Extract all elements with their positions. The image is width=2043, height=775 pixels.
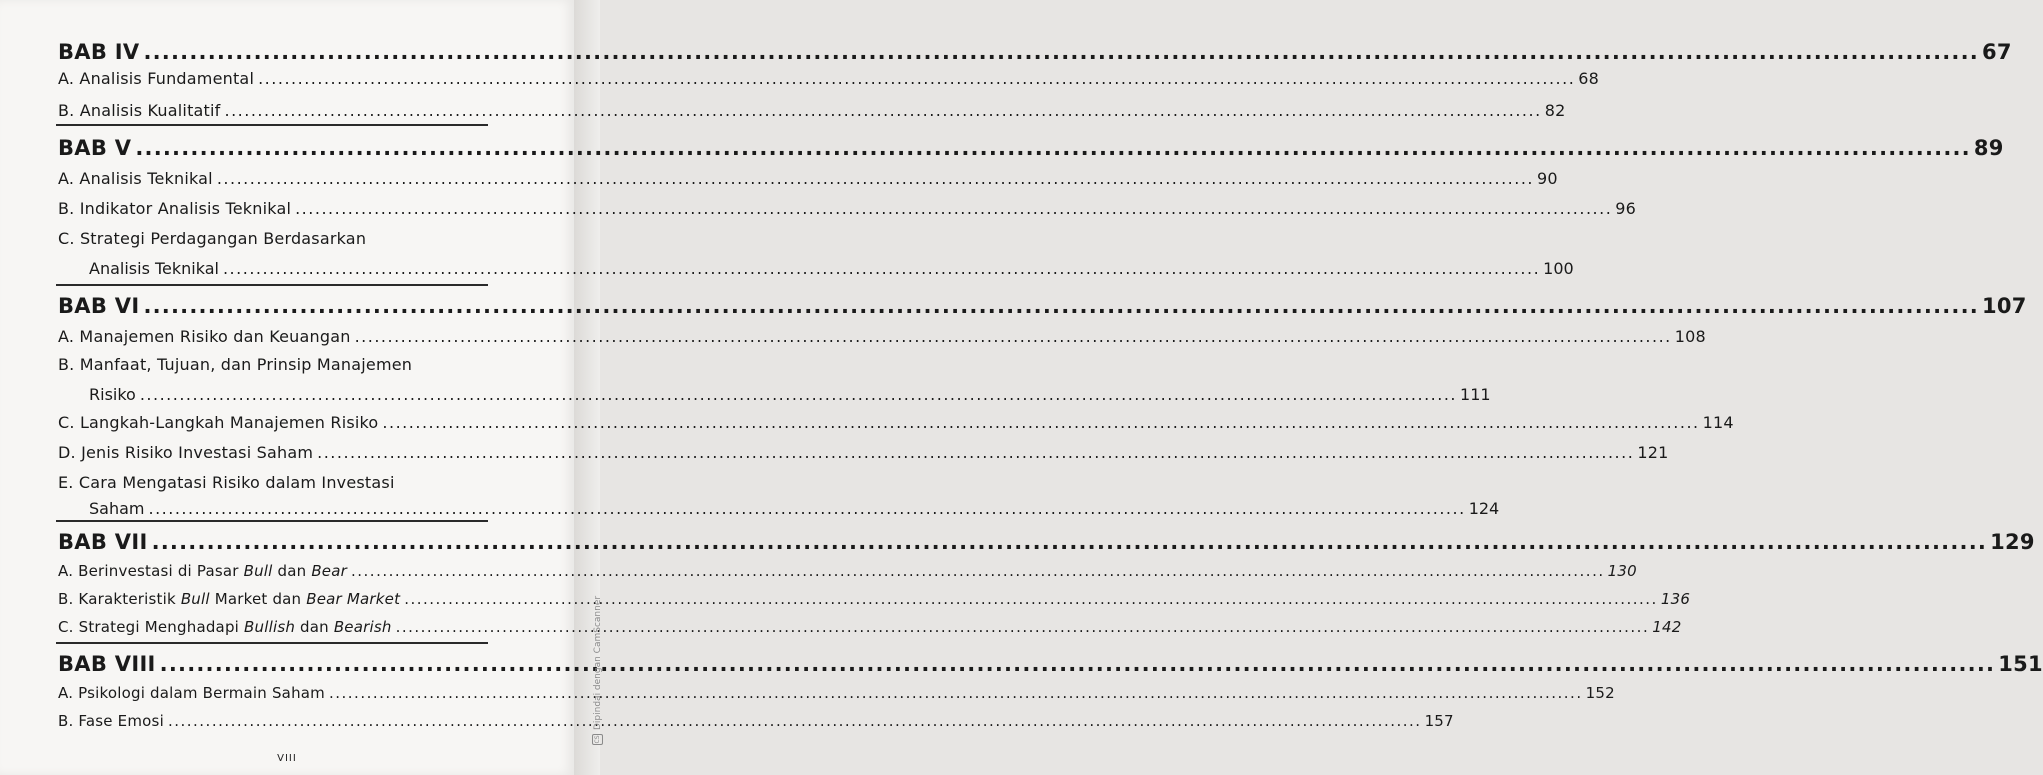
toc-entry [58, 318, 1706, 346]
chapter-title: BAB V [58, 136, 132, 160]
chapter-title: BAB VII [58, 530, 148, 554]
dot-leader [168, 712, 1422, 730]
toc-entry [58, 434, 1669, 462]
entry-label: A. Manajemen Risiko dan Keuangan [58, 327, 351, 346]
toc-entry [58, 580, 1691, 608]
entry-label: B. Analisis Kualitatif [58, 101, 221, 120]
dot-leader [295, 199, 1612, 218]
entry-label: Saham [89, 499, 145, 518]
dot-leader [143, 294, 1979, 318]
toc-entry [58, 404, 1734, 432]
page-number: 157 [1424, 712, 1454, 730]
page-number: 151 [1998, 652, 2043, 676]
label-text: A. Berinvestasi di Pasar [58, 562, 244, 580]
page-number: 152 [1585, 684, 1615, 702]
chapter-7-heading [58, 522, 2035, 554]
page-number: 129 [1990, 530, 2035, 554]
page-number: 136 [1660, 590, 1691, 608]
toc-entry-line1 [58, 346, 492, 374]
chapter-title: BAB VIII [58, 652, 156, 676]
dot-leader [396, 618, 1650, 636]
label-text: B. Karakteristik [58, 590, 181, 608]
page-number: 82 [1544, 101, 1566, 120]
page-number: 142 [1652, 618, 1682, 636]
dot-leader [355, 327, 1672, 346]
italic-term: Bear [311, 562, 347, 580]
italic-term: Bear Market [306, 590, 401, 608]
label-text: C. Strategi Menghadapi [58, 618, 245, 636]
toc-entry-line1 [58, 464, 492, 492]
entry-label: A. Analisis Teknikal [58, 169, 213, 188]
toc-entry [89, 376, 1491, 404]
page-number: 67 [1981, 40, 2012, 64]
dot-leader [329, 684, 1583, 702]
dot-leader [382, 413, 1699, 432]
entry-label: A. Analisis Fundamental [58, 69, 255, 88]
label-text: dan [272, 562, 312, 580]
dot-leader [223, 259, 1540, 278]
toc-entry-line1 [58, 220, 492, 248]
scanner-watermark [592, 596, 603, 745]
page-number: 124 [1468, 499, 1500, 518]
entry-label: Risiko [89, 385, 136, 404]
page-number: 89 [1973, 136, 2004, 160]
dot-leader [140, 385, 1457, 404]
page-number: 114 [1702, 413, 1734, 432]
page-number: 121 [1637, 443, 1669, 462]
toc-entry [58, 608, 1682, 636]
entry-label: D. Jenis Risiko Investasi Saham [58, 443, 314, 462]
toc-entry [58, 552, 1637, 580]
entry-label: B. Fase Emosi [58, 712, 164, 730]
chapter-title: BAB VI [58, 294, 140, 318]
dot-leader [258, 69, 1575, 88]
watermark-text: Dipindai dengan CamScanner [592, 595, 603, 730]
entry-label: A. Psikologi dalam Bermain Saham [58, 684, 325, 702]
dot-leader [160, 652, 1996, 676]
entry-label [58, 618, 392, 636]
dot-leader [152, 530, 1988, 554]
entry-label [58, 590, 400, 608]
label-text: Market dan [209, 590, 307, 608]
entry-label: B. Indikator Analisis Teknikal [58, 199, 292, 218]
entry-label: B. Manfaat, Tujuan, dan Prinsip Manajemen [58, 355, 413, 374]
italic-term: Bearish [333, 618, 392, 636]
italic-term: Bull [243, 562, 273, 580]
toc-entry [58, 702, 1454, 730]
toc-entry [58, 60, 1600, 88]
toc-entry [89, 490, 1500, 518]
entry-label: C. Langkah-Langkah Manajemen Risiko [58, 413, 379, 432]
chapter-8-heading [58, 644, 2043, 676]
italic-term: Bull [180, 590, 210, 608]
page-number: 107 [1981, 294, 2027, 318]
page-number: 108 [1674, 327, 1706, 346]
page-number: 68 [1578, 69, 1600, 88]
entry-label: E. Cara Mengatasi Risiko dalam Investasi [58, 473, 395, 492]
page-number: 90 [1537, 169, 1558, 188]
entry-label [58, 562, 347, 580]
dot-leader [217, 169, 1534, 188]
toc-entry [89, 250, 1574, 278]
toc-entry [58, 160, 1558, 188]
dot-leader [135, 136, 1971, 160]
chapter-5-heading [58, 128, 2004, 160]
page-number: 130 [1607, 562, 1637, 580]
page-number: 100 [1543, 259, 1574, 278]
dot-leader [225, 101, 1542, 120]
italic-term: Bullish [244, 618, 296, 636]
page-footer-number: VIII [277, 753, 297, 764]
label-text: dan [295, 618, 334, 636]
chapter-6-heading [58, 286, 2027, 318]
dot-leader [149, 499, 1466, 518]
toc-entry [58, 190, 1637, 218]
toc-entry [58, 92, 1566, 120]
dot-leader [317, 443, 1634, 462]
entry-label: Analisis Teknikal [89, 259, 219, 278]
page-number: 111 [1460, 385, 1491, 404]
page-number: 96 [1615, 199, 1637, 218]
toc-entry [58, 674, 1615, 702]
chapter-title: BAB IV [58, 40, 140, 64]
entry-label: C. Strategi Perdagangan Berdasarkan [58, 229, 367, 248]
camscanner-icon: CS [594, 735, 601, 744]
section-divider [56, 124, 488, 126]
dot-leader [351, 562, 1605, 580]
